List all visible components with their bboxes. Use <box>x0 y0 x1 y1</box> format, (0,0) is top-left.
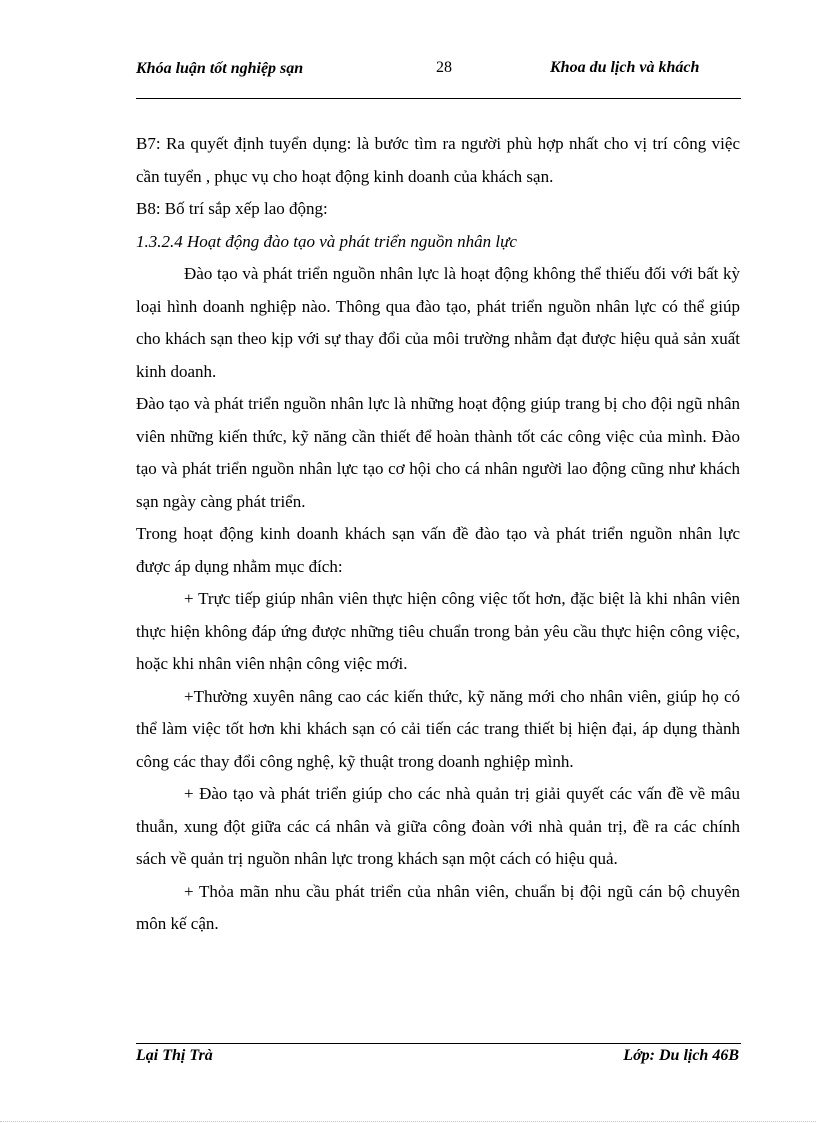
header-page-number: 28 <box>436 59 452 76</box>
footer-class: Lớp: Du lịch 46B <box>623 1047 739 1064</box>
footer-divider <box>136 1043 741 1044</box>
header-faculty: Khoa du lịch và khách <box>550 59 700 76</box>
footer-author: Lại Thị Trà <box>136 1047 213 1064</box>
paragraph-step-8: B8: Bố trí sắp xếp lao động: <box>136 199 328 218</box>
page-body <box>136 128 740 941</box>
page-bottom-edge <box>0 1121 816 1122</box>
bullet-purpose-4: + Thỏa mãn nhu cầu phát triển của nhân viên, chuẩn bị đội ngũ cán bộ chuyên môn kế cận. <box>136 881 740 933</box>
page-footer <box>136 1047 741 1071</box>
paragraph-training-intro: Đào tạo và phát triển nguồn nhân lực là hoạt động không thể thiếu đối với bất kỳ loại hình doanh nghiệp nào. Thông qua đào tạo, phát triển nguồn nhân lực có thể giúp cho khách sạn theo kịp với sự thay đổi của môi trường nhằm đạt được hiệu quả sản xuất kinh doanh. <box>136 264 740 381</box>
header-thesis-title: Khóa luận tốt nghiệp sạn <box>136 60 304 77</box>
page-header <box>136 57 741 97</box>
bullet-purpose-3: + Đào tạo và phát triển giúp cho các nhà quản trị giải quyết các vấn đề về mâu thuẫn, xung đột giữa các cá nhân và giữa công đoàn với nhà quản trị, đề ra các chính sách về quản trị nguồn nhân lực trong khách sạn một cách có hiệu quả. <box>136 784 740 868</box>
paragraph-step-7: B7: Ra quyết định tuyển dụng: là bước tìm ra người phù hợp nhất cho vị trí công việc cần tuyển , phục vụ cho hoạt động kinh doanh của khách sạn. <box>136 134 740 186</box>
section-heading: 1.3.2.4 Hoạt động đào tạo và phát triển nguồn nhân lực <box>136 231 517 251</box>
bullet-purpose-1: + Trực tiếp giúp nhân viên thực hiện công việc tốt hơn, đặc biệt là khi nhân viên thực hiện không đáp ứng được những tiêu chuẩn trong bản yêu cầu thực hiện công việc, hoặc khi nhân viên nhận công việc mới. <box>136 589 740 673</box>
paragraph-purpose-intro: Trong hoạt động kinh doanh khách sạn vấn đề đào tạo và phát triển nguồn nhân lực được áp dụng nhằm mục đích: <box>136 524 740 576</box>
header-divider <box>136 98 741 99</box>
paragraph-training-definition: Đào tạo và phát triển nguồn nhân lực là những hoạt động giúp trang bị cho đội ngũ nhân viên những kiến thức, kỹ năng cần thiết để hoàn thành tốt các công việc của mình. Đào tạo và phát triển nguồn nhân lực tạo cơ hội cho cá nhân người lao động cũng như khách sạn ngày càng phát triển. <box>136 394 740 511</box>
bullet-purpose-2: +Thường xuyên nâng cao các kiến thức, kỹ năng mới cho nhân viên, giúp họ có thể làm việc tốt hơn khi khách sạn có cải tiến các trang thiết bị hiện đại, áp dụng thành công các thay đổi công nghệ, kỹ thuật trong doanh nghiệp mình. <box>136 686 740 771</box>
